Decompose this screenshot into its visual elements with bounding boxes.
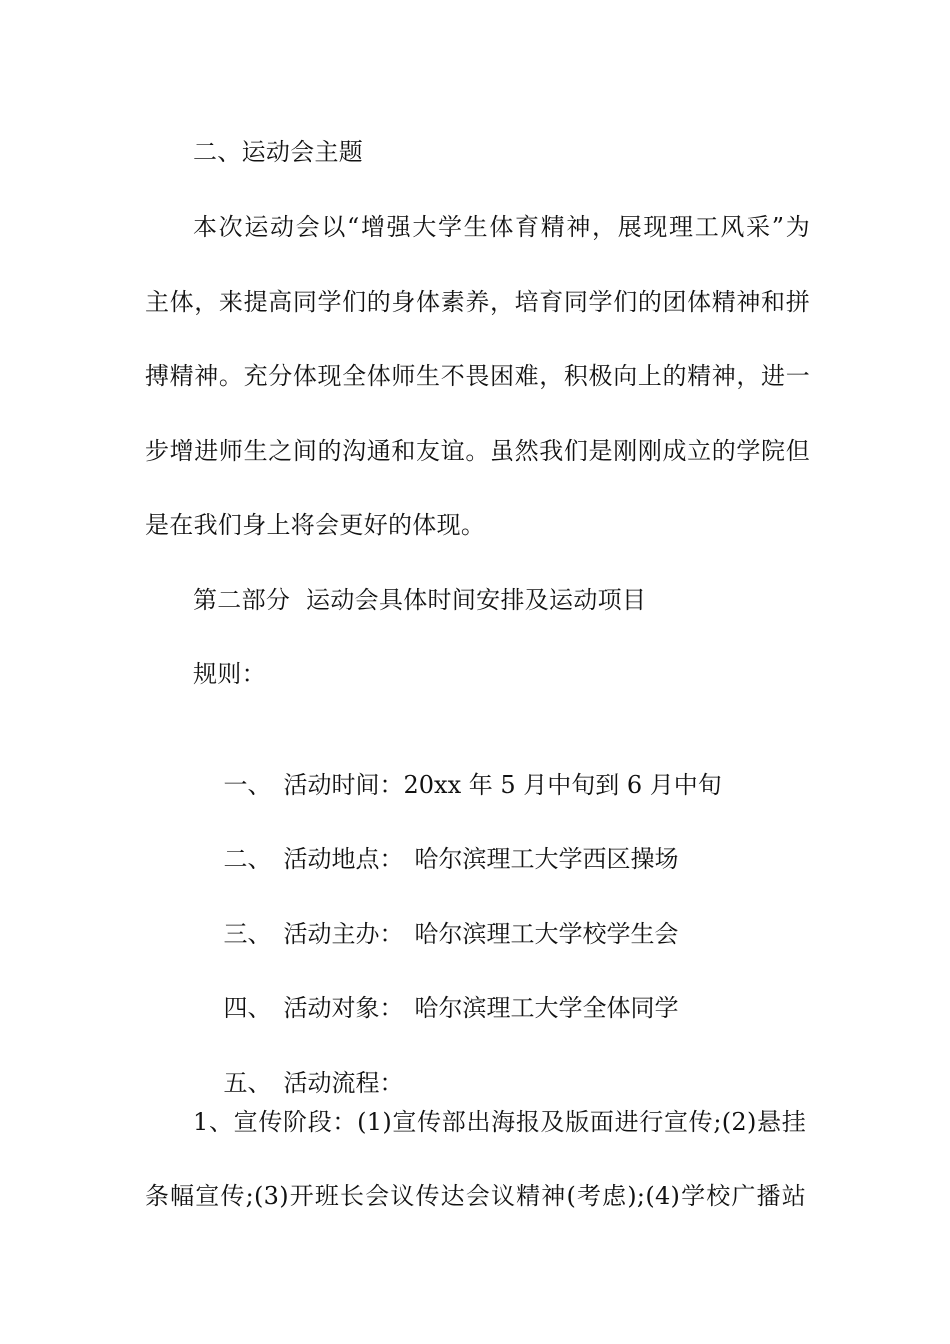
flow-line: 1、宣传阶段：(1)宣传部出海报及版面进行宣传;(2)悬挂 (193, 1108, 806, 1136)
info-item-time (193, 731, 722, 799)
item-number: 四、 (223, 994, 272, 1022)
item-value: 哈尔滨理工大学校学生会 (414, 920, 679, 948)
paragraph-line: 本次运动会以“增强大学生体育精神，展现理工风采”为 (193, 213, 810, 241)
flow-line: 条幅宣传;(3)开班长会议传达会议精神(考虑);(4)学校广播站 (145, 1182, 806, 1210)
item-label: 活动主办： (283, 920, 404, 948)
item-number: 一、 (223, 771, 272, 799)
section-heading: 二、运动会主题 (193, 138, 364, 166)
info-item-process (193, 1029, 404, 1097)
item-label: 活动对象： (283, 994, 404, 1022)
rules-label: 规则： (193, 660, 266, 688)
paragraph-line: 是在我们身上将会更好的体现。 (145, 511, 486, 539)
item-label: 活动地点： (283, 845, 404, 873)
paragraph-line: 步增进师生之间的沟通和友谊。虽然我们是刚刚成立的学院但 (145, 437, 810, 465)
paragraph-line: 搏精神。充分体现全体师生不畏困难，积极向上的精神，进一 (145, 362, 810, 390)
info-item-location (193, 805, 679, 873)
item-label: 活动时间： (283, 771, 404, 799)
item-value: 哈尔滨理工大学西区操场 (414, 845, 679, 873)
item-number: 五、 (223, 1069, 272, 1097)
item-number: 二、 (223, 845, 272, 873)
info-item-organizer (193, 880, 679, 948)
item-value: 哈尔滨理工大学全体同学 (414, 994, 679, 1022)
item-value: 20xx 年 5 月中旬到 6 月中旬 (403, 771, 722, 799)
item-label: 活动流程： (283, 1069, 404, 1097)
part-title: 第二部分 运动会具体时间安排及运动项目 (193, 586, 647, 614)
paragraph-line: 主体，来提高同学们的身体素养，培育同学们的团体精神和拼 (145, 288, 810, 316)
info-item-audience (193, 954, 679, 1022)
item-number: 三、 (223, 920, 272, 948)
